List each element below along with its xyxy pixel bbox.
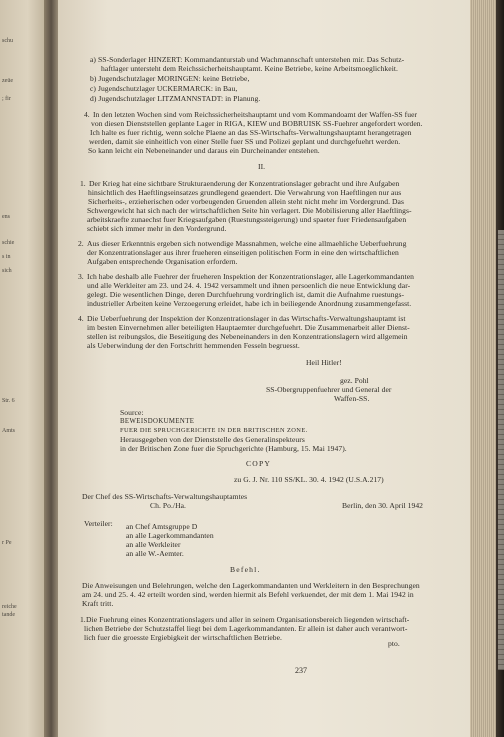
item-line: lichen Betriebe der Schutzstaffel liegt bei dem Lagerkommandanten. Er allein ist daher auch verantwort- (84, 624, 408, 633)
para-line: Aus dieser Erkenntnis ergeben sich notwendige Massnahmen, welche eine allmaehliche Ueberfuehrung (87, 239, 407, 248)
distribution-item: an alle W.-Aemter. (126, 549, 184, 558)
left-page-margin (0, 0, 46, 737)
para-line: im besten Einvernehmen aller beteiligten Hauptaemter durchgefuehrt. Die Zusammenarbeit aller Dienst- (87, 323, 410, 332)
margin-text: Amts (2, 428, 16, 434)
distribution-item: an alle Werkleiter (126, 540, 181, 549)
distribution-item: an Chef Amtsgruppe D (126, 522, 198, 531)
befehl-line: Die Anweisungen und Belehrungen, welche den Lagerkommandanten und Werkleitern in den Besprechungen (82, 581, 420, 590)
color-ruler (498, 230, 504, 670)
source-subtitle: FUER DIE SPRUCHGERICHTE IN DER BRITISCHEN ZONE. (120, 427, 308, 434)
para-number: 1. (80, 179, 86, 188)
item-line: Die Fuehrung eines Konzentrationslagers und aller in seinem Organisationsbereich liegenden wirtschaft- (86, 615, 410, 624)
para-line: industrieller Arbeiten keine Verzoegerung erleidet, habe ich in beiliegende Anordnung zusammengefasst. (87, 299, 412, 308)
margin-text: s in (2, 254, 11, 260)
copy-heading: COPY (246, 459, 272, 468)
distribution-label: Verteiler: (84, 519, 113, 528)
margin-text: ; fir (2, 96, 11, 102)
item-d: d) Jugendschutzlager LITZMANNSTADT: in Planung. (90, 94, 261, 103)
sender-line: Ch. Po./Ha. (150, 501, 186, 510)
margin-text: zeüe (2, 78, 13, 84)
befehl-heading: Befehl. (230, 565, 261, 574)
para-line: und alle Werkleiter am 23. und 24. 4. 1942 versammelt und ihnen persoenlich die neue Entwicklung dar- (87, 281, 411, 290)
para-line: arbeitskraefte zunaechst fuer Kriegsaufgaben (Ruestungssteigerung) und spaeter fuer Friedensaufgaben (87, 215, 407, 224)
rank-line: SS-Obergruppenfuehrer und General der (266, 385, 392, 394)
para-line: Aufgaben entsprechende Organisation erfordern. (87, 257, 238, 266)
para-line: Ich halte es fuer richtig, wenn solche Plaene an das SS-Wirtschafts-Verwaltungshauptamt herangetragen (90, 128, 412, 137)
para-line: Der Krieg hat eine sichtbare Strukturaenderung der Konzentrationslager gebracht und ihre Aufgaben (89, 179, 400, 188)
para-number: 3. (78, 272, 84, 281)
befehl-line: am 24. und 25. 4. 42 erteilt worden sind, werden hiermit als Befehl verkuendet, der mit dem 1. Mai 1942 in (82, 590, 414, 599)
item-number: 1. (80, 615, 86, 624)
margin-text: Str. 6 (2, 398, 15, 404)
margin-text: schie (2, 240, 15, 246)
page-number: 237 (295, 666, 307, 675)
para-line: So kann leicht ein Nebeneinander und daraus ein Durcheinander entstehen. (88, 146, 320, 155)
source-title: BEWEISDOKUMENTE (120, 418, 195, 425)
margin-text: tande (2, 612, 15, 618)
source-line: in der Britischen Zone fuer die Spruchgerichte (Hamburg, 15. Mai 1947). (120, 444, 347, 453)
para-number: 4. (84, 110, 90, 119)
margin-text: r Pe (2, 540, 12, 546)
margin-text: schu (2, 38, 13, 44)
para-line: von diesen Dienststellen geplante Lager in RIGA, KIEW und BOBRUISK SS-Fuehrer angefordert worden. (91, 119, 423, 128)
para-line: Die Ueberfuehrung der Inspektion der Konzentrationslager in das Wirtschafts-Verwaltungshauptamt ist (87, 314, 406, 323)
margin-text: reiche (2, 604, 17, 610)
para-line: stellen ist reibungslos, die Beseitigung des Nebeneinanders in den Konzentrationslagern wird allgemein (87, 332, 408, 341)
para-line: Schwergewicht hat sich nach der wirtschaftlichen Seite hin verlagert. Die Mobilisierung aller Haeftlings- (87, 206, 412, 215)
para-number: 2. (78, 239, 84, 248)
signature: gez. Pohl (340, 376, 369, 385)
para-line: schiebt sich immer mehr in den Vordergrund. (87, 224, 227, 233)
place-date: Berlin, den 30. April 1942 (342, 501, 424, 510)
para-line: der Konzentrationslager aus ihrer frueheren einseitigen politischen Form in eine den wirtschaftlichen (87, 248, 399, 257)
reference-line: zu G. J. Nr. 110 SS/KL. 30. 4. 1942 (U.S.A.217) (234, 475, 384, 484)
item-a-line: haftlager untersteht dem Reichssicherheitshauptamt. Keine Betriebe, keine Arbeitsmoeglichkeit. (101, 64, 398, 73)
margin-text: sich (2, 268, 12, 274)
margin-text: ens (2, 214, 10, 220)
befehl-line: Kraft tritt. (82, 599, 114, 608)
pto-note: pto. (388, 639, 400, 648)
para-line: Ich habe deshalb alle Fuehrer der frueheren Inspektion der Konzentrationslager, alle Lagerkommandanten (87, 272, 414, 281)
item-line: lich fuer die groesste Ergiebigkeit der wirtschaftlichen Betriebe. (84, 633, 282, 642)
para-line: In den letzten Wochen sind vom Reichssicherheitshauptamt und vom Kommandoamt der Waffen-SS fuer (93, 110, 418, 119)
section-heading: II. (258, 162, 266, 171)
para-number: 4. (78, 314, 84, 323)
para-line: werden, damit sie einheitlich von einer Stelle fuer SS und Polizei geplant und durchgefuehrt werden. (89, 137, 401, 146)
item-a-line: a) SS-Sonderlager HINZERT: Kommandanturstab und Wachmannschaft unterstehen mir. Das Schutz- (90, 55, 405, 64)
para-line: Sicherheits-, erzieherischen oder vorbeugenden Gruenden allein steht nicht mehr im Vordergrund. Das (88, 197, 404, 206)
para-line: gelegt. Die wesentlichen Dinge, deren Durchfuehrung vordringlich ist, damit die Aufnahme ruestungs- (87, 290, 405, 299)
para-line: als Ueberwindung der den Fortschritt hemmenden Fesseln begruesst. (87, 341, 300, 350)
item-b: b) Jugendschutzlager MORINGEN: keine Betriebe, (90, 74, 250, 83)
source-line: Herausgegeben von der Dienststelle des Generalinspekteurs (120, 435, 305, 444)
distribution-item: an alle Lagerkommandanten (126, 531, 214, 540)
para-line: hinsichtlich des Haeftlingseinsatzes grundlegend geaendert. Die Verwahrung von Haeftlingen nur aus (88, 188, 402, 197)
rank-line: Waffen-SS. (334, 394, 370, 403)
item-c: c) Jugendschutzlager UCKERMARCK: in Bau, (90, 84, 238, 93)
sender-line: Der Chef des SS-Wirtschafts-Verwaltungshauptamtes (82, 492, 248, 501)
salutation: Heil Hitler! (306, 358, 342, 367)
source-label: Source: (120, 408, 144, 417)
document-page (58, 0, 472, 737)
